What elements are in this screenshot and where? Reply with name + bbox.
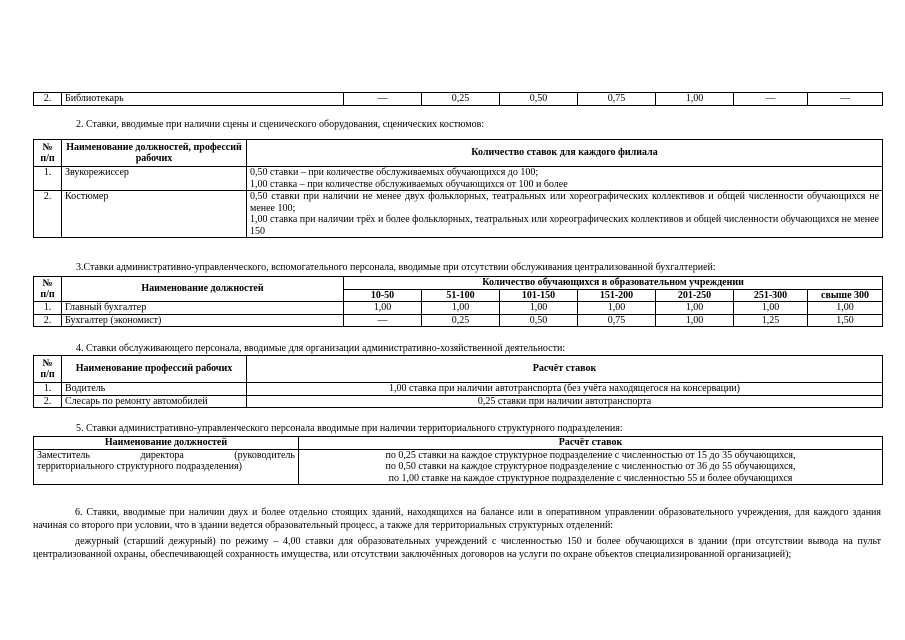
header-range: 251-300: [734, 289, 808, 302]
position-word: (руководитель: [234, 449, 295, 461]
section4-caption: 4. Ставки обслуживающего персонала, вводимые для организации административно-хозяйственной деятельности:: [76, 343, 566, 354]
rate-cell: 0,50: [500, 314, 578, 327]
rate-cell: 1,00: [422, 302, 500, 315]
rate-line: 0,50 ставки при наличии не менее двух фольклорных, театральных или хореографических коллективов и общей численности обучающихся не менее 100;: [250, 191, 879, 214]
header-number: № п/п: [34, 140, 62, 167]
paragraph-6: [33, 506, 881, 561]
rate-cell: —: [734, 93, 808, 106]
rate-cell: —: [808, 93, 883, 106]
rate-line: 1,00 ставка при наличии трёх и более фольклорных, театральных или хореографических коллективов и общей численности обучающихся не менее 150: [250, 214, 879, 237]
rate-line: 0,50 ставки – при количестве обслуживаемых обучающихся до 100;: [250, 167, 539, 178]
row-number: 1.: [34, 302, 62, 315]
rate-description: [299, 449, 883, 485]
rate-cell: 0,50: [500, 93, 578, 106]
rate-description: [247, 191, 883, 238]
position-name: Костюмер: [62, 191, 247, 238]
header-calculation: Расчёт ставок: [247, 356, 883, 383]
rate-cell: 1,50: [808, 314, 883, 327]
rate-description: [247, 167, 883, 191]
rate-cell: —: [344, 93, 422, 106]
rate-line: по 0,25 ставки на каждое структурное подразделение с численностью от 15 до 35 обучающихся,: [385, 449, 796, 461]
rate-cell: 0,75: [578, 314, 656, 327]
table-row: [34, 191, 883, 238]
rate-cell: 1,00: [808, 302, 883, 315]
table-row: [34, 383, 883, 396]
rate-cell: 1,00: [500, 302, 578, 315]
header-position: Наименование должностей: [62, 277, 344, 302]
position-word: Заместитель: [37, 449, 90, 461]
position-name: Бухгалтер (экономист): [62, 314, 344, 327]
librarian-table: [33, 92, 883, 106]
header-range: 51-100: [422, 289, 500, 302]
header-number: № п/п: [34, 356, 62, 383]
header-range: 151-200: [578, 289, 656, 302]
header-calculation: Расчёт ставок: [299, 437, 883, 450]
position-name: Звукорежиссер: [62, 167, 247, 191]
header-range: 101-150: [500, 289, 578, 302]
paragraph-text: 6. Ставки, вводимые при наличии двух и более отдельно стоящих зданий, находящихся на балансе или в оперативном управлении образовательного учреждения, для каждого здания начиная со второго при условии, что в здании ведется образовательный процесс, а также для территориальных структурных отделений:: [33, 507, 881, 531]
row-number: 1.: [34, 383, 62, 396]
header-position: Наименование должностей: [34, 437, 299, 450]
profession-name: Водитель: [62, 383, 247, 396]
position-name: Библиотекарь: [62, 93, 344, 106]
header-profession: Наименование профессий рабочих: [62, 356, 247, 383]
table-row: [34, 449, 883, 485]
header-position: Наименование должностей, профессий рабочих: [62, 140, 247, 167]
service-staff-table: [33, 355, 883, 408]
table-row: [34, 93, 883, 106]
section3-caption: 3.Ставки административно-управленческого, вспомогательного персонала, вводимые при отсутствии обслуживания централизованной бухгалтерией:: [76, 262, 716, 273]
rate-cell: 1,25: [734, 314, 808, 327]
table-row: [34, 167, 883, 191]
row-number: 2.: [34, 314, 62, 327]
position-name: [34, 449, 299, 485]
section2-caption: 2. Ставки, вводимые при наличии сцены и сценического оборудования, сценических костюмов:: [76, 119, 485, 130]
row-number: 2.: [34, 191, 62, 238]
header-range: свыше 300: [808, 289, 883, 302]
rate-cell: 1,00: [578, 302, 656, 315]
stage-staff-table: [33, 139, 883, 238]
rate-cell: 1,00: [656, 93, 734, 106]
header-student-count: Количество обучающихся в образовательном учреждении: [344, 277, 883, 290]
rate-cell: 0,75: [578, 93, 656, 106]
rate-cell: 0,25: [422, 314, 500, 327]
rate-cell: 1,00: [734, 302, 808, 315]
rate-line: по 0,50 ставки на каждое структурное подразделение с численностью от 36 до 55 обучающихся,: [385, 461, 796, 472]
table-row: [34, 314, 883, 327]
header-range: 201-250: [656, 289, 734, 302]
rate-cell: 1,00: [344, 302, 422, 315]
rate-cell: 1,00: [656, 302, 734, 315]
header-rate-count: Количество ставок для каждого филиала: [247, 140, 883, 167]
rate-description: 1,00 ставка при наличии автотранспорта (без учёта находящегося на консервации): [247, 383, 883, 396]
table-row: [34, 302, 883, 315]
section5-caption: 5. Ставки административно-управленческого персонала вводимые при наличии территориального структурного подразделения:: [76, 423, 623, 434]
branch-admin-table: [33, 436, 883, 485]
row-number: 1.: [34, 167, 62, 191]
header-range: 10-50: [344, 289, 422, 302]
rate-cell: 0,25: [422, 93, 500, 106]
position-line: территориального структурного подразделения): [37, 461, 242, 472]
paragraph-text: дежурный (старший дежурный) по режиму – 4,00 ставки для образовательных учреждений с численностью 150 и более обучающихся в здании (при отсутствии вывода на пульт централизованной охраны, обеспечивающей сохранность имущества, или отсутствии заключённых договоров на услуги по охране объектов специализированной организацией);: [33, 536, 881, 560]
rate-cell: —: [344, 314, 422, 327]
rate-cell: 1,00: [656, 314, 734, 327]
rate-line: по 1,00 ставке на каждое структурное подразделение с численностью 55 и более обучающихся: [388, 472, 793, 484]
rate-description: 0,25 ставки при наличии автотранспорта: [247, 395, 883, 408]
profession-name: Слесарь по ремонту автомобилей: [62, 395, 247, 408]
accounting-table: [33, 276, 883, 327]
position-name: Главный бухгалтер: [62, 302, 344, 315]
table-row: [34, 395, 883, 408]
rate-line: 1,00 ставка – при количестве обслуживаемых обучающихся от 100 и более: [250, 178, 568, 190]
row-number: 2.: [34, 395, 62, 408]
header-number: № п/п: [34, 277, 62, 302]
position-word: директора: [140, 449, 184, 461]
row-number: 2.: [34, 93, 62, 106]
